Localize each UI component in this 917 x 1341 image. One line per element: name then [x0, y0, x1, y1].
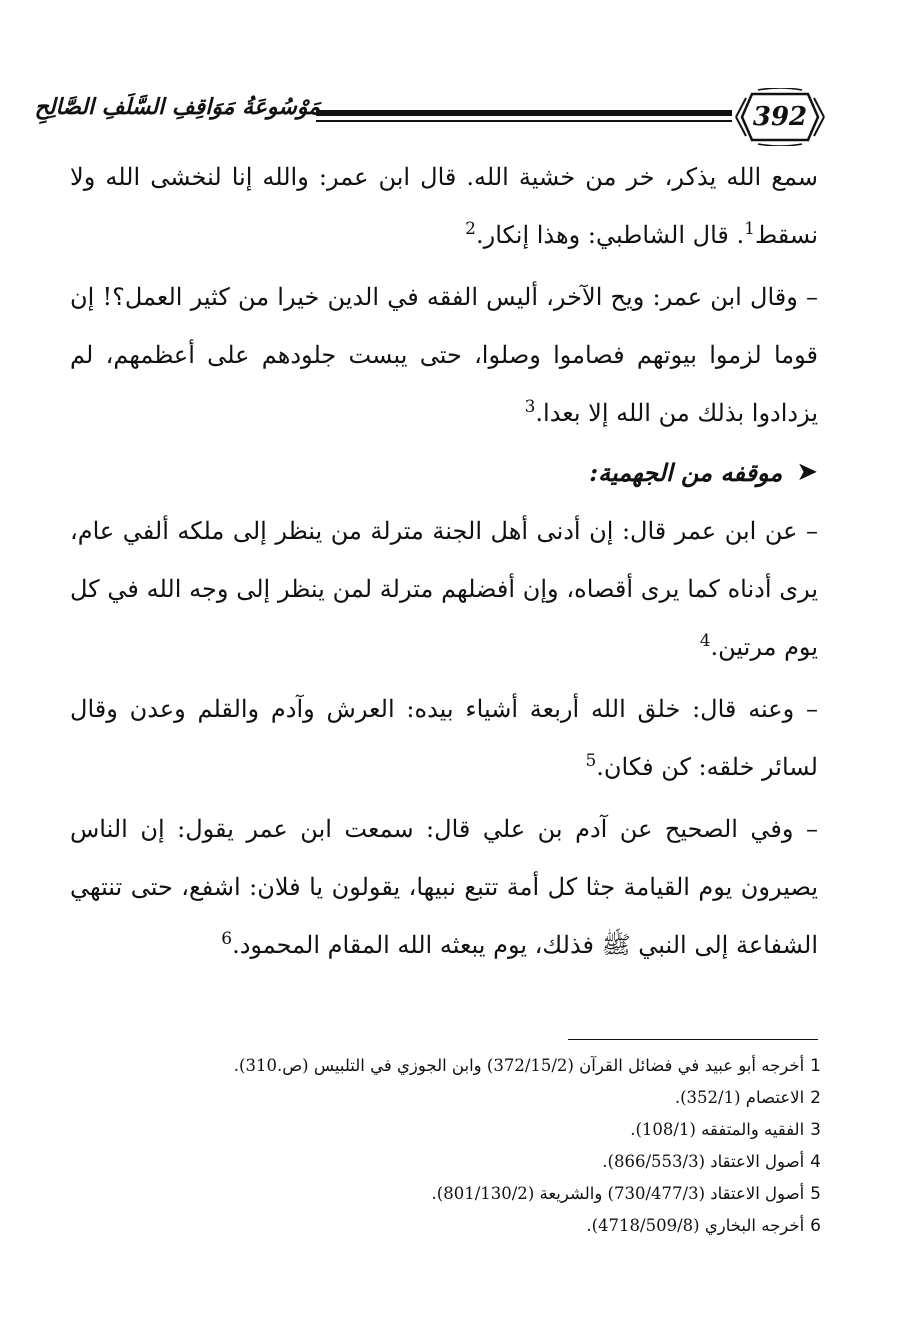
footnote-number: 5 [810, 1184, 821, 1204]
footnote-number: 6 [810, 1216, 821, 1236]
footnote-ref[interactable]: 6 [221, 929, 233, 949]
footnote-ref[interactable]: 4 [699, 631, 711, 651]
footnote-text: الاعتصام (352/1). [674, 1088, 805, 1107]
paragraph-text: – عن ابن عمر قال: إن أدنى أهل الجنة مترلة من ينظر إلى ملكه ألفي عام، يرى أدناه كما يرى أقصاه، وإن أفضلهم مترلة لمن ينظر إلى وجه الله في كل يوم مرتين. [70, 517, 818, 661]
footnote-ref[interactable]: 3 [524, 397, 536, 417]
page-number-badge [732, 88, 828, 146]
paragraph-text: – وعنه قال: خلق الله أربعة أشياء بيده: العرش وآدم والقلم وعدن وقال لسائر خلقه: كن فكان. [70, 695, 818, 781]
footnote-number: 2 [810, 1088, 821, 1108]
header-rule [316, 110, 732, 124]
paragraph-3 [70, 502, 818, 676]
paragraph-text: – وفي الصحيح عن آدم بن علي قال: سمعت ابن عمر يقول: إن الناس يصيرون يوم القيامة جثا كل أمة تتبع نبيها، يقولون يا فلان: اشفع، حتى تنتهي الشفاعة إلى النبي ﷺ فذلك، يوم يبعثه الله المقام المحمود. [70, 815, 818, 959]
footnote-item [121, 1050, 821, 1082]
footnote-item [121, 1210, 821, 1242]
footnote-ref[interactable]: 1 [744, 219, 755, 239]
footnote-number: 3 [810, 1120, 821, 1140]
arrow-icon: ➤ [796, 457, 818, 487]
footnote-number: 4 [810, 1152, 821, 1172]
body-text [70, 148, 818, 974]
paragraph-2 [70, 268, 818, 442]
footnote-text: أخرجه أبو عبيد في فضائل القرآن (372/15/2) وابن الجوزي في التلبيس (ص.310). [233, 1056, 805, 1075]
footnote-ref[interactable]: 2 [465, 219, 476, 239]
paragraph-text: . قال الشاطبي: وهذا إنكار. [476, 221, 745, 249]
paragraph-1 [70, 148, 818, 264]
footnote-text: أصول الاعتقاد (730/477/3) والشريعة (801/130/2). [431, 1184, 805, 1203]
paragraph-4 [70, 680, 818, 796]
footnote-number: 1 [810, 1056, 821, 1076]
footnote-item [121, 1114, 821, 1146]
footnote-item [121, 1178, 821, 1210]
section-heading-label: موقفه من الجهمية: [589, 457, 783, 487]
page-header [34, 88, 828, 150]
book-title: مَوْسُوعَةُ مَوَاقِفِ السَّلَفِ الصَّالِحِ [34, 94, 320, 120]
section-heading [70, 442, 818, 502]
footnotes [121, 1050, 821, 1242]
paragraph-5 [70, 800, 818, 974]
footnote-item [121, 1082, 821, 1114]
page-number: 392 [752, 102, 808, 132]
paragraph-text: – وقال ابن عمر: ويح الآخر، أليس الفقه في الدين خيرا من كثير العمل؟! إن قوما لزموا بيوتهم فصاموا وصلوا، حتى يبست جلودهم على أعظمهم، لم يزدادوا بذلك من الله إلا بعدا. [70, 283, 818, 427]
footnote-ref[interactable]: 5 [585, 751, 597, 771]
footnote-text: أصول الاعتقاد (866/553/3). [602, 1152, 805, 1171]
paragraph-text: سمع الله يذكر، خر من خشية الله. قال ابن عمر: والله إنا لنخشى الله ولا نسقط [70, 163, 818, 249]
footnote-text: أخرجه البخاري (4718/509/8). [586, 1216, 805, 1235]
footnote-item [121, 1146, 821, 1178]
footnote-separator [568, 1039, 818, 1040]
footnote-text: الفقيه والمتفقه (108/1). [630, 1120, 805, 1139]
